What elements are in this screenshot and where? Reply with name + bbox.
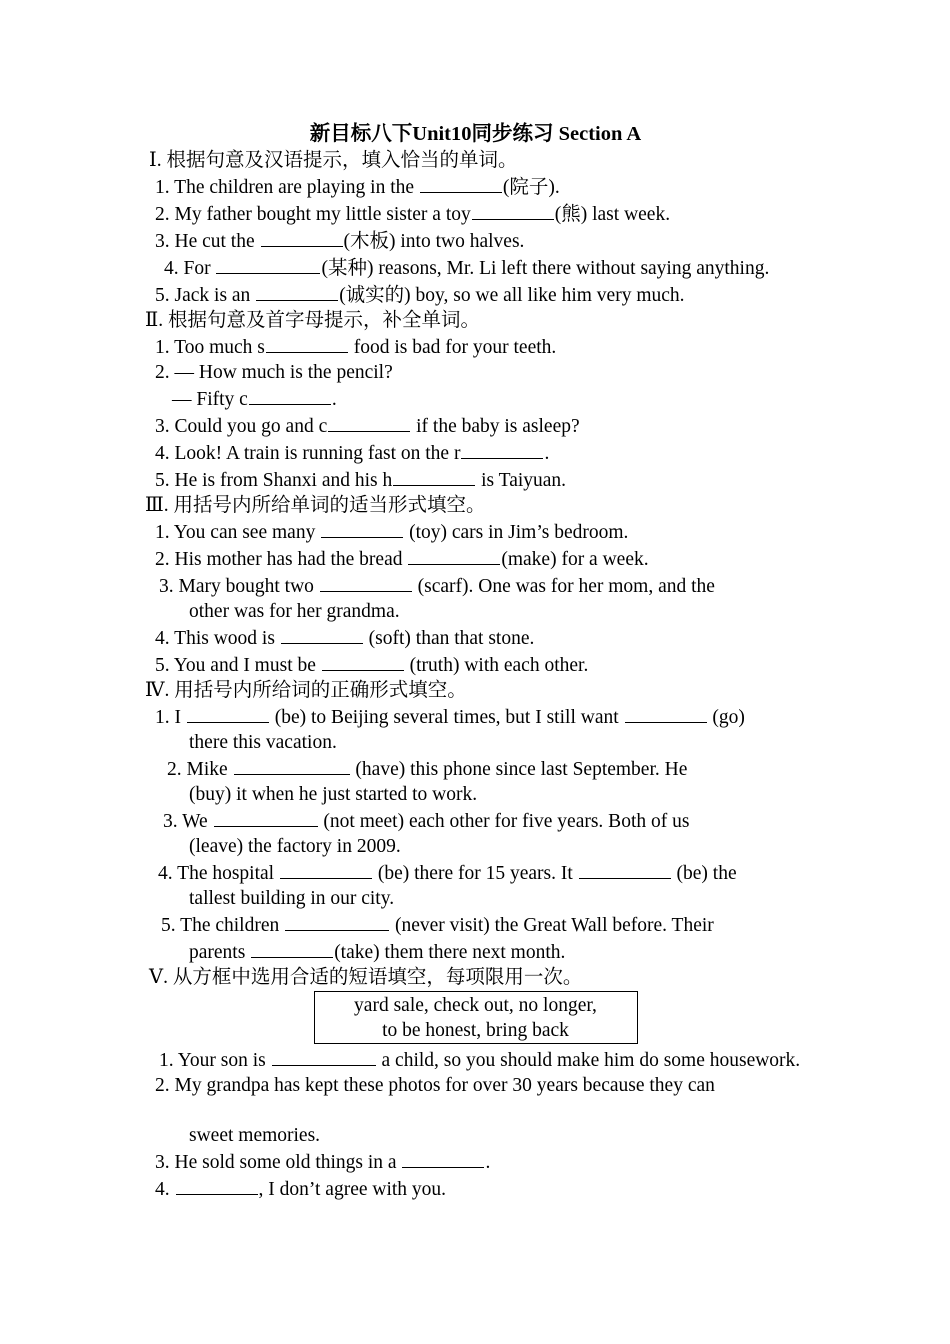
section-2-heading: Ⅱ. 根据句意及首字母提示，补全单词。	[145, 310, 481, 331]
answer-blank[interactable]	[234, 755, 350, 775]
s2-q2: 2. — How much is the pencil?	[155, 362, 393, 383]
s2-q4: 4. Look! A train is running fast on the r .	[145, 439, 806, 466]
s4-q1: 1. I (be) to Beijing several times, but I still want (go)	[145, 703, 806, 730]
s3-q1: 1. You can see many (toy) cars in Jim’s bedroom.	[145, 518, 806, 545]
answer-blank[interactable]	[420, 173, 502, 193]
s1-q5: 5. Jack is an (诚实的) boy, so we all like him very much.	[145, 281, 806, 308]
answer-blank[interactable]	[249, 385, 331, 405]
phrase-box-line-1: yard sale, check out, no longer,	[354, 995, 597, 1016]
answer-blank[interactable]	[461, 439, 543, 459]
s5-q1: 1. Your son is a child, so you should make him do some housework.	[145, 1046, 806, 1073]
answer-blank[interactable]	[216, 254, 320, 274]
s2-q1: 1. Too much s food is bad for your teeth.	[145, 333, 806, 360]
s5-q2-blank-line[interactable]	[145, 1098, 806, 1123]
worksheet-page	[145, 122, 806, 1202]
answer-blank[interactable]	[393, 466, 475, 486]
s1-q2: 2. My father bought my little sister a toy (熊) last week.	[145, 200, 806, 227]
s1-q1: 1. The children are playing in the (院子).	[145, 173, 806, 200]
answer-blank[interactable]	[214, 807, 318, 827]
section-3-heading: Ⅲ. 用括号内所给单词的适当形式填空。	[145, 495, 486, 516]
s3-q3: 3. Mary bought two (scarf). One was for her mom, and the	[145, 572, 806, 599]
s3-q4: 4. This wood is (soft) than that stone.	[145, 624, 806, 651]
s4-q1-cont: there this vacation.	[189, 732, 337, 753]
s1-q4: 4. For (某种) reasons, Mr. Li left there without saying anything.	[145, 254, 806, 281]
answer-blank[interactable]	[261, 227, 343, 247]
answer-blank[interactable]	[579, 859, 671, 879]
answer-blank[interactable]	[320, 572, 412, 592]
s4-q4-cont: tallest building in our city.	[189, 888, 395, 909]
s5-q2: 2. My grandpa has kept these photos for over 30 years because they can	[155, 1075, 715, 1096]
answer-blank[interactable]	[408, 545, 500, 565]
s4-q2: 2. Mike (have) this phone since last September. He	[145, 755, 806, 782]
section-4-heading: Ⅳ. 用括号内所给词的正确形式填空。	[145, 680, 467, 701]
answer-blank[interactable]	[266, 333, 348, 353]
s2-q3: 3. Could you go and c if the baby is asleep?	[145, 412, 806, 439]
answer-blank[interactable]	[322, 651, 404, 671]
s4-q5-cont: parents (take) them there next month.	[145, 938, 806, 965]
answer-blank[interactable]	[328, 412, 410, 432]
page-title: 新目标八下Unit10同步练习 Section A	[309, 123, 642, 145]
s2-q5: 5. He is from Shanxi and his h is Taiyuan.	[145, 466, 806, 493]
s5-q4: 4. , I don’t agree with you.	[145, 1175, 806, 1202]
answer-blank[interactable]	[176, 1175, 258, 1195]
s4-q3: 3. We (not meet) each other for five years. Both of us	[145, 807, 806, 834]
answer-blank[interactable]	[625, 703, 707, 723]
s3-q3-cont: other was for her grandma.	[189, 601, 400, 622]
answer-blank[interactable]	[285, 911, 389, 931]
answer-blank[interactable]	[272, 1046, 376, 1066]
answer-blank[interactable]	[256, 281, 338, 301]
answer-blank[interactable]	[472, 200, 554, 220]
phrase-box-line-2: to be honest, bring back	[382, 1020, 569, 1041]
section-1-heading: Ⅰ. 根据句意及汉语提示，填入恰当的单词。	[149, 150, 518, 171]
s5-q2-cont: sweet memories.	[189, 1125, 321, 1146]
s4-q5: 5. The children (never visit) the Great Wall before. Their	[145, 911, 806, 938]
s5-q3: 3. He sold some old things in a .	[145, 1148, 806, 1175]
answer-blank[interactable]	[280, 859, 372, 879]
answer-blank[interactable]	[187, 703, 269, 723]
phrase-box	[314, 991, 638, 1044]
answer-blank[interactable]	[281, 624, 363, 644]
s1-q3: 3. He cut the (木板) into two halves.	[145, 227, 806, 254]
answer-blank[interactable]	[251, 938, 333, 958]
s3-q2: 2. His mother has had the bread (make) for a week.	[145, 545, 806, 572]
s3-q5: 5. You and I must be (truth) with each other.	[145, 651, 806, 678]
s2-q2-answer: — Fifty c .	[145, 385, 806, 412]
s4-q4: 4. The hospital (be) there for 15 years. It (be) the	[145, 859, 806, 886]
s4-q3-cont: (leave) the factory in 2009.	[189, 836, 401, 857]
answer-blank[interactable]	[402, 1148, 484, 1168]
answer-blank[interactable]	[321, 518, 403, 538]
s4-q2-cont: (buy) it when he just started to work.	[189, 784, 478, 805]
section-5-heading: Ⅴ. 从方框中选用合适的短语填空，每项限用一次。	[149, 967, 583, 988]
